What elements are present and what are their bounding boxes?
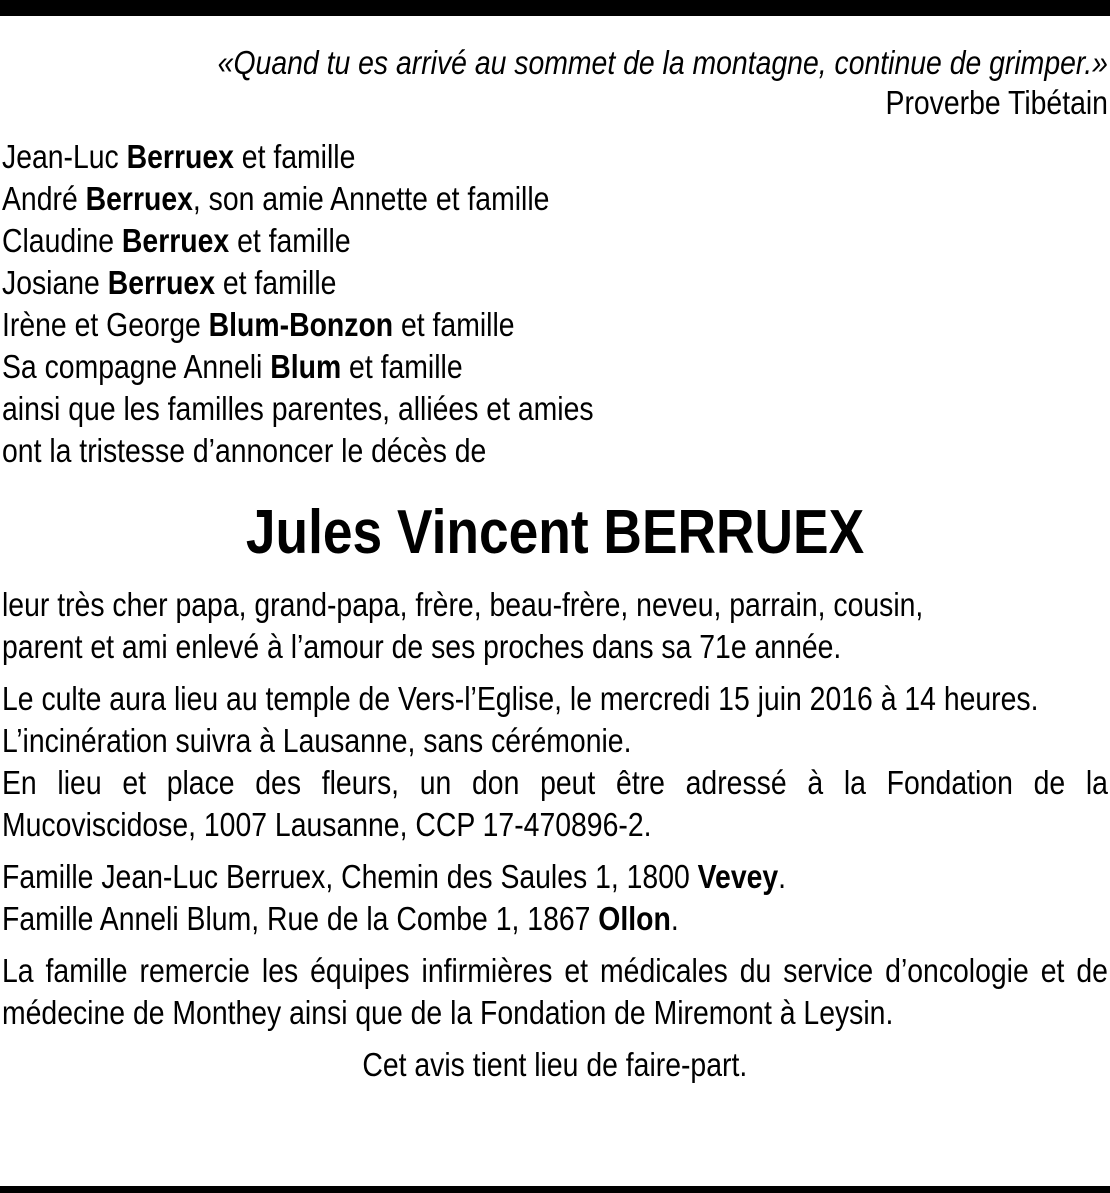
thanks-paragraph: La famille remercie les équipes infirmières et médicales du service d’oncologie et de médecine de Monthey ainsi que de la Fondation de Miremont à Leysin. — [2, 952, 1108, 1031]
description-line: parent et ami enlevé à l’amour de ses proches dans sa 71e année. — [2, 628, 842, 665]
closing-wrap — [2, 1044, 1108, 1086]
family-line: Irène et George Blum-Bonzon et famille — [2, 306, 515, 343]
announce-line: ont la tristesse d’annoncer le décès de — [2, 432, 487, 469]
service-donation: En lieu et place des fleurs, un don peut être adressé à la Fondation de la Mucoviscidose, 1007 Lausanne, CCP 17-470896-2. — [2, 764, 1108, 843]
description-line: leur très cher papa, grand-papa, frère, beau-frère, neveu, parrain, cousin, — [2, 586, 924, 623]
top-rule — [0, 0, 1110, 16]
closing-line: Cet avis tient lieu de faire-part. — [362, 1046, 748, 1083]
deceased-name: Jules Vincent BERRUEX — [245, 498, 865, 567]
address-line: Famille Anneli Blum, Rue de la Combe 1, 1867 Ollon. — [2, 900, 679, 937]
family-line: Claudine Berruex et famille — [2, 222, 351, 259]
service-incineration: L’incinération suivra à Lausanne, sans cérémonie. — [2, 722, 632, 759]
family-line: Sa compagne Anneli Blum et famille — [2, 348, 463, 385]
service-culte: Le culte aura lieu au temple de Vers-l’Eglise, le mercredi 15 juin 2016 à 14 heures. — [2, 680, 1039, 717]
address-line: Famille Jean-Luc Berruex, Chemin des Saules 1, 1800 Vevey. — [2, 858, 787, 895]
family-line: Josiane Berruex et famille — [2, 264, 337, 301]
quote-source: Proverbe Tibétain — [885, 84, 1108, 121]
bottom-rule — [0, 1186, 1110, 1193]
family-line: Jean-Luc Berruex et famille — [2, 138, 356, 175]
addresses — [2, 856, 1108, 940]
family-line: André Berruex, son amie Annette et famille — [2, 180, 550, 217]
quote-text: «Quand tu es arrivé au sommet de la montagne, continue de grimper.» — [217, 44, 1108, 81]
obituary-notice — [2, 42, 1108, 1086]
family-list — [2, 136, 1108, 472]
description — [2, 584, 1108, 668]
relatives-line: ainsi que les familles parentes, alliées et amies — [2, 390, 594, 427]
service-details — [2, 678, 1108, 846]
